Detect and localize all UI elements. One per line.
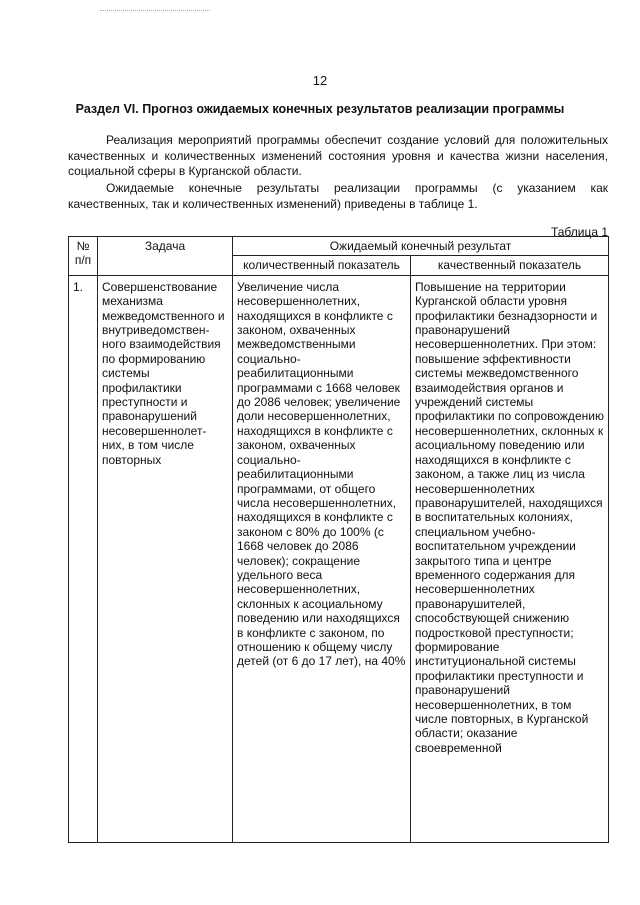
header-quantitative: количественный показатель [233,256,411,275]
scan-artifact [100,10,210,12]
section-title: Раздел VI. Прогноз ожидаемых конечных результатов реализации программы [75,102,565,116]
page-number: 12 [312,73,328,88]
header-expected-result: Ожидаемый конечный результат [233,237,609,256]
table-caption: Таблица 1 [550,225,608,239]
row-number-cell: 1. [69,275,98,842]
intro-paragraph: Реализация мероприятий программы обеспечит создание условий для положительных качественных и количественных изменений состояния уровня и качества жизни населения, социальной сферы в Курганской области. [68,133,608,178]
table-reference-paragraph: Ожидаемые конечные результаты реализации программы (с указанием как качественных, так и количественных изменений) приведены в таблице 1. [68,181,608,211]
header-number: № п/п [69,237,98,276]
qualitative-cell: Повышение на территории Курганской области уровня профилактики безнадзорности и правонарушений несовершеннолетних. При этом: повышение эффективности системы межведомственного взаимодействия органов и учреждений системы профилактики по сопровождению несовершеннолетних, склонных к асоциальному поведению или находящихся в конфликте с законом, а также лиц из числа несовершеннолетних правонарушителей, находящихся в воспитательных колониях, специальном учебно-воспитательном учреждении закрытого типа и центре временного содержания для несовершеннолетних правонарушителей, способствующей снижению подростковой преступности; формирование институциональной системы профилактики преступности и правонарушений несовершеннолетних, в том числе повторных, в Курганской области; оказание своевременной [411,275,609,842]
task-cell: Совершенствование механизма межведомственного и внутриведомствен-ного взаимодействия по формированию системы профилактики преступности и правонарушений несовершеннолет-них, в том числе повторных [98,275,233,842]
header-qualitative: качественный показатель [411,256,609,275]
quantitative-cell: Увеличение числа несовершеннолетних, находящихся в конфликте с законом, охваченных межведомственными социально-реабилитационными программами с 1668 человек до 2086 человек; увеличение доли несовершеннолетних, находящихся в конфликте с законом, охваченных социально-реабилитационными программами, от общего числа несовершеннолетних, находящихся в конфликте с законом с 80% до 100% (с 1668 человек до 2086 человек); сокращение удельного веса несовершеннолетних, склонных к асоциальному поведению или находящихся в конфликте с законом, по отношению к общему числу детей (от 6 до 17 лет), на 40% [233,275,411,842]
header-task: Задача [98,237,233,276]
table-row [69,275,609,842]
results-table [68,236,609,843]
